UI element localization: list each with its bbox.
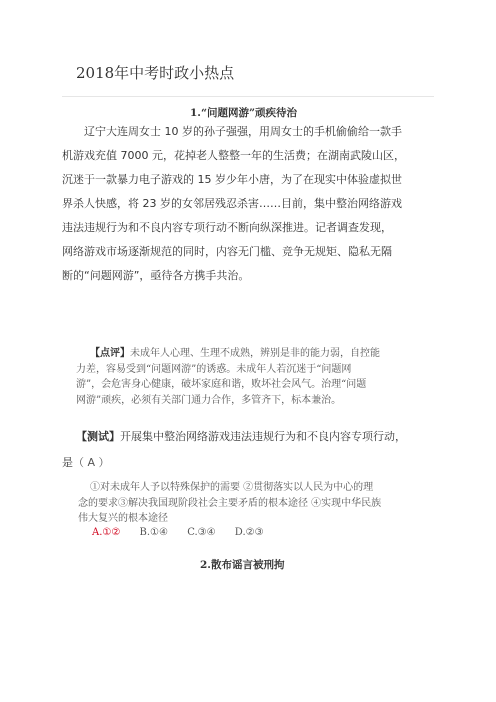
document-title: 2018年中考时政小热点 [76, 64, 235, 82]
choice-d: D.②③ [234, 527, 264, 538]
option-line: ①对未成年人予以特殊保护的需要 ②贯彻落实以人民为中心的理 [90, 482, 374, 493]
choice-c: C.③④ [187, 527, 216, 538]
comment-block [76, 346, 406, 408]
paragraph-line: 机游戏充值 7000 元，花掉老人整整一年的生活费；在湖南武陵山区， [62, 149, 405, 162]
topic1-heading: 1.“问题网游”顽疾待治 [190, 107, 298, 119]
choice-b: B.①④ [139, 527, 168, 538]
title-divider [62, 96, 434, 97]
choice-a: A.①② [92, 527, 121, 538]
test-line [62, 424, 442, 450]
paragraph-line: 沉迷于一款暴力电子游戏的 15 岁少年小唐，为了在现实中体验虚拟世 [62, 173, 402, 186]
comment-line [76, 346, 406, 362]
option-line: 伟大复兴的根本途径 [78, 513, 168, 524]
test-prefix: 是 [62, 456, 73, 469]
test-question [62, 424, 442, 476]
topic2-heading: 2.散布谣言被刑拘 [200, 559, 285, 571]
test-tag: 【测试】 [76, 430, 120, 443]
comment-text: 未成年人心理、生理不成熟，辨别是非的能力弱，自控能 [130, 348, 380, 359]
test-line [62, 450, 442, 476]
answer-choices [92, 527, 280, 538]
comment-tag: 【点评】 [90, 348, 130, 359]
comment-line: 网游”顽疾，必须有关部门通力合作，多管齐下，标本兼治。 [76, 394, 342, 406]
option-line: 念的要求③解决我国现阶段社会主要矛盾的根本途径 ④实现中华民族 [78, 497, 382, 509]
comment-line: 游”，会危害身心健康，破坏家庭和谐，败坏社会风气。治理“问题 [76, 379, 367, 390]
paragraph-line: 断的“问题网游”，亟待各方携手共治。 [62, 269, 250, 282]
paragraph-line: 界杀人快感，将 23 岁的女邻居残忍杀害……目前，集中整治网络游戏 [62, 197, 402, 210]
paragraph-line: 辽宁大连周女士 10 岁的孙子强强，用周女士的手机偷偷给一款手 [84, 125, 402, 138]
test-text: 开展集中整治网络游戏违法违规行为和不良内容专项行动， [120, 430, 406, 443]
topic1-paragraph [62, 120, 440, 288]
test-options [78, 480, 428, 527]
answer-paren: （ A ） [73, 456, 110, 469]
paragraph-line: 违法违规行为和不良内容专项行动不断向纵深推进。记者调查发现， [62, 221, 392, 234]
comment-line: 力差，容易受到“问题网游”的诱惑。未成年人若沉迷于“问题网 [76, 363, 352, 375]
paragraph-line: 网络游戏市场逐渐规范的同时，内容无门槛、竞争无规矩、隐私无隔 [62, 245, 392, 258]
